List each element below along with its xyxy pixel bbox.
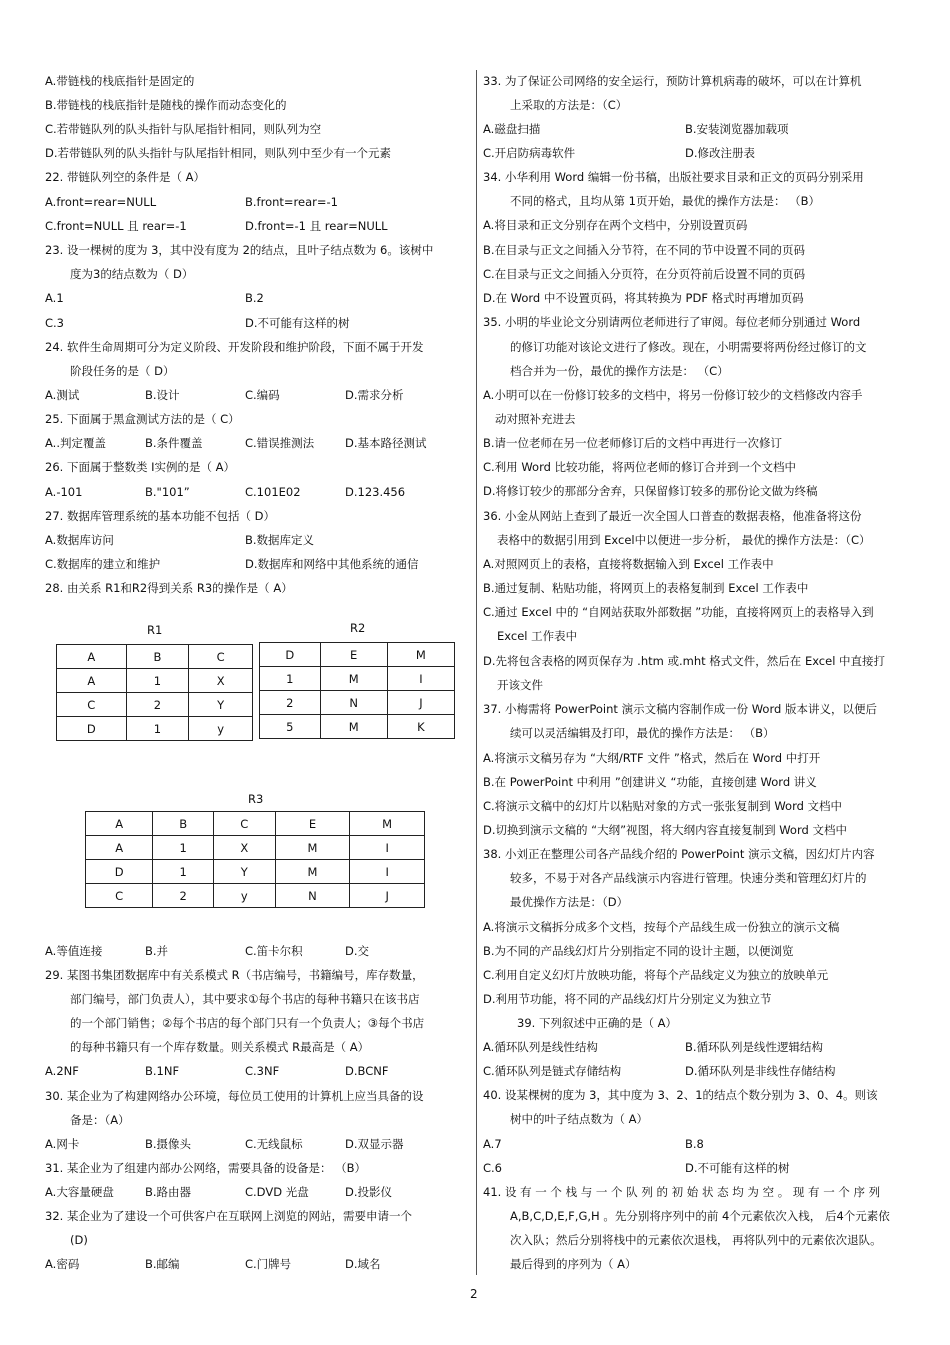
left-text-line: A.密码 [45, 1257, 80, 1271]
right-text-line: 开该文件 [497, 678, 543, 692]
right-text-line: C.开启防病毒软件 [483, 146, 576, 160]
page-number: 2 [470, 1287, 478, 1301]
left-text-line: B."101” [145, 485, 190, 499]
left-text-line: D.front=-1 且 rear=NULL [245, 219, 388, 233]
table-cell: y [213, 884, 275, 908]
right-text-line: A,B,C,D,E,F,G,H 。先分别将序列中的前 4个元素依次入栈， 后4个元素依 [510, 1209, 890, 1223]
right-text-line: C.通过 Excel 中的 “自网站获取外部数据 ”功能，直接将网页上的表格导入到 [483, 605, 874, 619]
left-text-line: A.-101 [45, 485, 83, 499]
right-text-line: B.循环队列是线性逻辑结构 [685, 1040, 824, 1054]
right-text-line: C.利用自定义幻灯片放映功能，将每个产品线定义为独立的放映单元 [483, 968, 829, 982]
right-text-line: D.将修订较少的那部分舍弃，只保留修订较多的那份论文做为终稿 [483, 484, 818, 498]
table-row [260, 715, 455, 739]
right-text-line: 动对照补充进去 [495, 412, 576, 426]
left-text-line: D.基本路径测试 [345, 436, 427, 450]
right-text-line: B.为不同的产品线幻灯片分别指定不同的设计主题，以便浏览 [483, 944, 794, 958]
left-text-line: C.101E02 [245, 485, 301, 499]
right-text-line: B.安装浏览器加载项 [685, 122, 789, 136]
right-text-line: A.7 [483, 1137, 502, 1151]
table-cell: A [86, 836, 153, 860]
left-text-line: A.1 [45, 291, 64, 305]
left-text-line: A.数据库访问 [45, 533, 114, 547]
right-text-line: A.将目录和正文分别存在两个文档中，分别设置页码 [483, 218, 748, 232]
left-text-line: B.条件覆盖 [145, 436, 203, 450]
right-text-line: C.在目录与正文之间插入分页符，在分页符前后设置不同的页码 [483, 267, 806, 281]
table-cell: I [350, 836, 425, 860]
table-caption-r1: R1 [147, 623, 163, 637]
right-text-line: C.将演示文稿中的幻灯片以粘贴对象的方式一张张复制到 Word 文档中 [483, 799, 843, 813]
table-cell: N [320, 691, 387, 715]
table-header-row [57, 645, 253, 669]
right-text-line: 较多，不易于对各产品线演示内容进行管理。快速分类和管理幻灯片的 [510, 871, 867, 885]
table-cell: M [320, 715, 387, 739]
right-text-line: 33. 为了保证公司网络的安全运行，预防计算机病毒的破坏，可以在计算机 [483, 74, 862, 88]
left-text-line: (D) [70, 1233, 88, 1247]
table-cell: y [189, 717, 253, 741]
left-text-line: A.测试 [45, 388, 80, 402]
table-header-cell: E [320, 643, 387, 667]
left-text-line: 22. 带链队列空的条件是（ A） [45, 170, 205, 184]
right-text-line: 不同的格式，且均从第 1页开始，最优的操作方法是： （B） [510, 194, 821, 208]
right-text-line: 35. 小明的毕业论文分别请两位老师进行了审阅。每位老师分别通过 Word [483, 315, 861, 329]
right-text-line: A.将演示文稿另存为 “大纲/RTF 文件 ”格式，然后在 Word 中打开 [483, 751, 821, 765]
table-cell: J [350, 884, 425, 908]
left-text-line: A.等值连接 [45, 944, 103, 958]
left-text-line: B.邮编 [145, 1257, 180, 1271]
right-text-line: A.对照网页上的表格，直接将数据输入到 Excel 工作表中 [483, 557, 774, 571]
table-row [260, 691, 455, 715]
table-r2 [259, 642, 455, 739]
right-text-line: 续可以灵活编辑及打印，最优的操作方法是： （B） [510, 726, 775, 740]
left-text-line: A.网卡 [45, 1137, 80, 1151]
table-row [260, 667, 455, 691]
right-text-line: B.在目录与正文之间插入分节符，在不同的节中设置不同的页码 [483, 243, 806, 257]
table-r3 [85, 811, 425, 908]
table-cell: J [387, 691, 454, 715]
table-row [57, 693, 253, 717]
left-text-line: B.front=rear=-1 [245, 195, 338, 209]
left-text-line: A.front=rear=NULL [45, 195, 157, 209]
right-text-line: A.循环队列是线性结构 [483, 1040, 598, 1054]
table-row [86, 836, 425, 860]
left-text-line: A..判定覆盖 [45, 436, 106, 450]
left-text-line: D.BCNF [345, 1064, 389, 1078]
left-text-line: A.大容量硬盘 [45, 1185, 114, 1199]
table-cell: 1 [153, 860, 214, 884]
table-cell: X [213, 836, 275, 860]
table-cell: 1 [126, 717, 189, 741]
right-text-line: 最后得到的序列为（ A） [510, 1257, 637, 1271]
table-header-cell: A [86, 812, 153, 836]
left-text-line: B.数据库定义 [245, 533, 315, 547]
left-text-line: A.2NF [45, 1064, 79, 1078]
right-text-line: B.请一位老师在另一位老师修订后的文档中再进行一次修订 [483, 436, 783, 450]
right-text-line: 的修订功能对该论文进行了修改。现在，小明需要将两份经过修订的文 [510, 340, 867, 354]
left-text-line: D.需求分析 [345, 388, 404, 402]
table-row [86, 884, 425, 908]
right-text-line: 树中的叶子结点数为（ A） [510, 1112, 649, 1126]
left-text-line: C.无线鼠标 [245, 1137, 303, 1151]
table-cell: C [86, 884, 153, 908]
table-cell: Y [189, 693, 253, 717]
table-caption-r3: R3 [248, 792, 264, 806]
left-text-line: C.门牌号 [245, 1257, 292, 1271]
table-row [57, 669, 253, 693]
table-header-cell: C [213, 812, 275, 836]
left-text-line: C.编码 [245, 388, 280, 402]
right-text-line: C.利用 Word 比较功能，将两位老师的修订合并到一个文档中 [483, 460, 797, 474]
right-text-line: 34. 小华利用 Word 编辑一份书稿，出版社要求目录和正文的页码分别采用 [483, 170, 864, 184]
left-text-line: B.2 [245, 291, 264, 305]
table-caption-r2: R2 [350, 621, 366, 635]
left-text-line: B.并 [145, 944, 169, 958]
table-cell: I [387, 667, 454, 691]
right-text-line: 37. 小梅需将 PowerPoint 演示文稿内容制作成一份 Word 版本讲义，以便后 [483, 702, 877, 716]
table-header-cell: A [57, 645, 127, 669]
right-text-line: 上采取的方法是：（C） [510, 98, 628, 112]
table-cell: 1 [126, 669, 189, 693]
left-text-line: 的一个部门销售；②每个书店的每个部门只有一个负责人；③每个书店 [70, 1016, 425, 1030]
right-text-line: 次入队；然后分别将栈中的元素依次退栈， 再将队列中的元素依次退队。 [510, 1233, 882, 1247]
table-cell: A [57, 669, 127, 693]
right-text-line: 41. 设 有 一 个 栈 与 一 个 队 列 的 初 始 状 态 均 为 空 。 现 有 一 个 序 列 [483, 1185, 881, 1199]
left-text-line: 32. 某企业为了建设一个可供客户在互联网上浏览的网站，需要申请一个 [45, 1209, 412, 1223]
table-header-cell: B [126, 645, 189, 669]
left-text-line: C.错误推测法 [245, 436, 315, 450]
table-cell: 2 [153, 884, 214, 908]
left-text-line: 备是：（A） [70, 1113, 130, 1127]
table-header-cell: C [189, 645, 253, 669]
table-r1 [56, 644, 253, 741]
left-text-line: C.数据库的建立和维护 [45, 557, 161, 571]
right-text-line: 39. 下列叙述中正确的是（ A） [517, 1016, 677, 1030]
left-text-line: D.投影仪 [345, 1185, 393, 1199]
table-row [86, 860, 425, 884]
right-text-line: A.磁盘扫描 [483, 122, 541, 136]
left-text-line: B.摄像头 [145, 1137, 192, 1151]
right-text-line: A.小明可以在一份修订较多的文档中，将另一份修订较少的文档修改内容手 [483, 388, 863, 402]
table-header-cell: M [350, 812, 425, 836]
left-text-line: A.带链栈的栈底指针是固定的 [45, 74, 195, 88]
left-text-line: 28. 由关系 R1和R2得到关系 R3的操作是（ A） [45, 581, 293, 595]
right-text-line: 36. 小金从网站上查到了最近一次全国人口普查的数据表格，他准备将这份 [483, 509, 862, 523]
table-cell: K [387, 715, 454, 739]
table-cell: 2 [126, 693, 189, 717]
right-text-line: 最优操作方法是：（D） [510, 895, 629, 909]
table-cell: D [57, 717, 127, 741]
table-cell: N [275, 884, 350, 908]
right-text-line: C.6 [483, 1161, 503, 1175]
table-header-row [86, 812, 425, 836]
table-header-cell: D [260, 643, 321, 667]
left-text-line: C.front=NULL 且 rear=-1 [45, 219, 187, 233]
left-text-line: B.设计 [145, 388, 180, 402]
table-cell: M [275, 836, 350, 860]
table-cell: I [350, 860, 425, 884]
right-text-line: 38. 小刘正在整理公司各产品线介绍的 PowerPoint 演示文稿，因幻灯片内容 [483, 847, 875, 861]
left-text-line: C.DVD 光盘 [245, 1185, 309, 1199]
left-text-line: D.若带链队列的队头指针与队尾指针相同，则队列中至少有一个元素 [45, 146, 392, 160]
table-cell: X [189, 669, 253, 693]
table-cell: M [275, 860, 350, 884]
left-text-line: D.数据库和网络中其他系统的通信 [245, 557, 419, 571]
left-text-line: B.1NF [145, 1064, 180, 1078]
left-text-line: 24. 软件生命周期可分为定义阶段、开发阶段和维护阶段，下面不属于开发 [45, 340, 424, 354]
right-text-line: B.8 [685, 1137, 704, 1151]
left-text-line: 27. 数据库管理系统的基本功能不包括（ D） [45, 509, 275, 523]
left-text-line: D.不可能有这样的树 [245, 316, 350, 330]
right-text-line: 表格中的数据引用到 Excel中以便进一步分析， 最优的操作方法是：（C） [497, 533, 871, 547]
right-text-line: D.切换到演示文稿的 “大纲”视图，将大纲内容直接复制到 Word 文档中 [483, 823, 847, 837]
left-text-line: C.3NF [245, 1064, 280, 1078]
table-cell: 5 [260, 715, 321, 739]
right-text-line: D.在 Word 中不设置页码，将其转换为 PDF 格式时再增加页码 [483, 291, 804, 305]
table-cell: 1 [260, 667, 321, 691]
right-text-line: D.不可能有这样的树 [685, 1161, 790, 1175]
left-text-line: D.双显示器 [345, 1137, 404, 1151]
right-text-line: A.将演示文稿拆分成多个文档，按每个产品线生成一份独立的演示文稿 [483, 920, 840, 934]
table-cell: C [57, 693, 127, 717]
right-text-line: Excel 工作表中 [497, 629, 578, 643]
left-text-line: 阶段任务的是（ D） [70, 364, 175, 378]
left-text-line: 31. 某企业为了组建内部办公网络，需要具备的设备是： （B） [45, 1161, 366, 1175]
left-text-line: B.路由器 [145, 1185, 192, 1199]
right-text-line: 40. 设某棵树的度为 3，其中度为 3、2、1的结点个数分别为 3、0、4。则该 [483, 1088, 878, 1102]
left-text-line: B.带链栈的栈底指针是随栈的操作而动态变化的 [45, 98, 287, 112]
column-divider [476, 70, 477, 1275]
table-row [57, 717, 253, 741]
left-text-line: 部门编号，部门负责人），其中要求①每个书店的每种书籍只在该书店 [70, 992, 420, 1006]
table-header-cell: B [153, 812, 214, 836]
table-cell: D [86, 860, 153, 884]
left-text-line: 的每种书籍只有一个库存数量。则关系模式 R最高是（ A） [70, 1040, 370, 1054]
table-header-row [260, 643, 455, 667]
right-text-line: B.通过复制、粘贴功能，将网页上的表格复制到 Excel 工作表中 [483, 581, 809, 595]
right-text-line: 档合并为一份，最优的操作方法是： （C） [510, 364, 729, 378]
left-text-line: D.域名 [345, 1257, 381, 1271]
left-text-line: D.123.456 [345, 485, 406, 499]
left-text-line: 26. 下面属于整数类 I实例的是（ A） [45, 460, 236, 474]
table-cell: M [320, 667, 387, 691]
left-text-line: 23. 设一棵树的度为 3，其中没有度为 2的结点，且叶子结点数为 6。该树中 [45, 243, 434, 257]
left-text-line: 25. 下面属于黑盒测试方法的是（ C） [45, 412, 240, 426]
table-cell: 2 [260, 691, 321, 715]
right-text-line: D.循环队列是非线性存储结构 [685, 1064, 836, 1078]
table-header-cell: M [387, 643, 454, 667]
table-cell: 1 [153, 836, 214, 860]
right-text-line: D.修改注册表 [685, 146, 756, 160]
table-cell: Y [213, 860, 275, 884]
right-text-line: D.先将包含表格的网页保存为 .htm 或.mht 格式文件，然后在 Excel 中直接打 [483, 654, 886, 668]
right-text-line: C.循环队列是链式存储结构 [483, 1064, 622, 1078]
right-text-line: B.在 PowerPoint 中利用 ”创建讲义 “功能，直接创建 Word 讲义 [483, 775, 817, 789]
left-text-line: 30. 某企业为了构建网络办公环境，每位员工使用的计算机上应当具备的设 [45, 1089, 424, 1103]
left-text-line: C.3 [45, 316, 65, 330]
table-header-cell: E [275, 812, 350, 836]
right-text-line: D.利用节功能，将不同的产品线幻灯片分别定义为独立节 [483, 992, 772, 1006]
left-text-line: 29. 某图书集团数据库中有关系模式 R（书店编号，书籍编号，库存数量， [45, 968, 424, 982]
left-text-line: 度为3的结点数为（ D） [70, 267, 194, 281]
left-text-line: C.若带链队列的队头指针与队尾指针相同，则队列为空 [45, 122, 322, 136]
left-text-line: C.笛卡尔积 [245, 944, 303, 958]
left-text-line: D.交 [345, 944, 370, 958]
